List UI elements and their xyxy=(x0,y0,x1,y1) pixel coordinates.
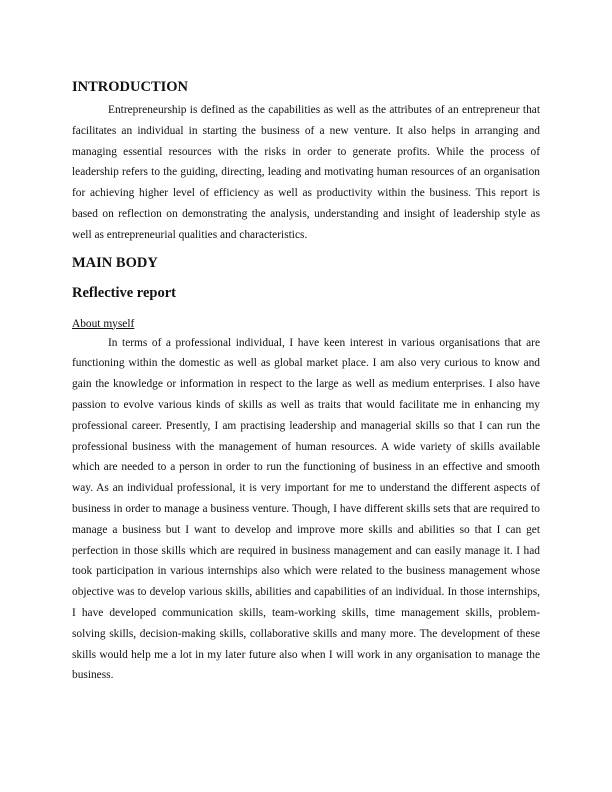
about-myself-paragraph: In terms of a professional individual, I have keen interest in various organisations that are functioning within the domestic as well as global market place. I am also very curious to know and gain the knowledge or information in respect to the large as well as medium enterprises. I also have passion to evolve various kinds of skills as well as traits that would facilitate me in enhancing my professional career. Presently, I am practising leadership and managerial skills so that I can run the professional business with the management of human resources. A wide variety of skills available which are needed to a person in order to run the functioning of business in an effective and smooth way. As an individual professional, it is very important for me to understand the different aspects of business in order to manage a business venture. Though, I have different skills sets that are required to manage a business but I want to develop and improve more skills and abilities so that I can get perfection in those skills which are required in business management and can easily manage it. I had took participation in various internships also which were related to the business management whose objective was to develop various skills, abilities and capabilities of an individual. In those internships, I have developed communication skills, team-working skills, time management skills, problem-solving skills, decision-making skills, collaborative skills and many more. The development of these skills would help me a lot in my later future also when I will work in any organisation to manage the business. xyxy=(72,336,540,682)
about-myself-label: About myself xyxy=(72,317,135,330)
introduction-paragraph: Entrepreneurship is defined as the capabilities as well as the attributes of an entrepreneur that facilitates an individual in starting the business of a new venture. It also helps in arranging and managing essential resources with the risks in order to generate profits. While the process of leadership refers to the guiding, directing, leading and motivating human resources of an organisation for achieving higher level of efficiency as well as productivity within the business. This report is based on reflection on demonstrating the analysis, understanding and insight of leadership style as well as entrepreneurial qualities and characteristics. xyxy=(72,104,540,241)
document-page xyxy=(72,78,540,686)
introduction-heading: INTRODUCTION xyxy=(72,79,189,95)
main-body-heading: MAIN BODY xyxy=(72,254,158,271)
reflective-report-heading: Reflective report xyxy=(72,284,176,301)
